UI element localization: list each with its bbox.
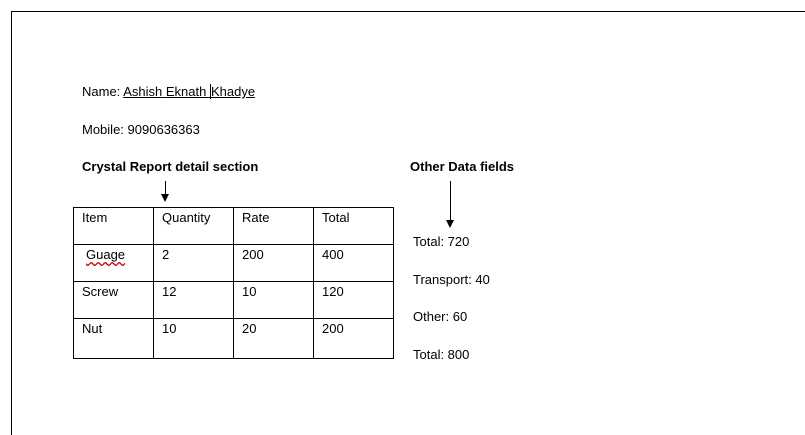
cell-rate: 200 <box>242 247 264 262</box>
cell-item: Nut <box>82 321 103 336</box>
table-cell[interactable] <box>234 282 314 319</box>
mobile-line[interactable] <box>82 122 200 138</box>
table-cell[interactable] <box>314 282 394 319</box>
header-rate: Rate <box>242 210 270 225</box>
table-cell[interactable] <box>154 245 234 282</box>
page-left-edge <box>11 11 12 435</box>
table-row <box>74 282 394 319</box>
header-cell[interactable] <box>74 208 154 245</box>
table-cell[interactable] <box>154 282 234 319</box>
detail-section-heading: Crystal Report detail section <box>82 159 259 174</box>
table-row <box>74 245 394 282</box>
items-table[interactable] <box>73 207 394 359</box>
cell-total: 200 <box>322 321 344 336</box>
name-middle: Eknath <box>165 84 207 99</box>
header-quantity: Quantity <box>162 210 211 225</box>
cell-rate: 10 <box>242 284 257 299</box>
name-line[interactable] <box>82 84 255 100</box>
other-field-total[interactable]: Total: 720 <box>413 234 470 249</box>
header-item: Item <box>82 210 108 225</box>
cell-item: Guage <box>86 247 126 262</box>
table-cell[interactable] <box>234 245 314 282</box>
cell-rate: 20 <box>242 321 257 336</box>
table-cell[interactable] <box>314 319 394 359</box>
name-label: Name: <box>82 84 121 99</box>
table-cell[interactable] <box>74 319 154 359</box>
cell-quantity: 12 <box>162 284 177 299</box>
page-top-edge <box>11 11 805 12</box>
name-last-rest: hadye <box>219 84 256 99</box>
table-cell[interactable] <box>154 319 234 359</box>
other-fields-heading: Other Data fields <box>410 159 515 174</box>
cell-total: 120 <box>322 284 344 299</box>
mobile-label: Mobile: <box>82 122 124 137</box>
cell-total: 400 <box>322 247 344 262</box>
header-total: Total <box>322 210 350 225</box>
header-cell[interactable] <box>314 208 394 245</box>
table-cell[interactable] <box>74 282 154 319</box>
cell-quantity: 2 <box>162 247 170 262</box>
name-value[interactable] <box>123 84 255 99</box>
header-cell[interactable] <box>234 208 314 245</box>
cell-quantity: 10 <box>162 321 177 336</box>
cell-item: Screw <box>82 284 119 299</box>
table-cell[interactable] <box>314 245 394 282</box>
table-header-row <box>74 208 394 245</box>
table-cell[interactable] <box>74 245 154 282</box>
other-field-transport[interactable]: Transport: 40 <box>413 272 490 287</box>
table-cell[interactable] <box>234 319 314 359</box>
name-last-initial: K <box>210 84 220 99</box>
table-row <box>74 319 394 359</box>
other-field-other[interactable]: Other: 60 <box>413 309 468 324</box>
other-field-grand-total[interactable]: Total: 800 <box>413 347 470 362</box>
header-cell[interactable] <box>154 208 234 245</box>
mobile-value: 9090636363 <box>127 122 200 137</box>
name-first: Ashish <box>123 84 163 99</box>
